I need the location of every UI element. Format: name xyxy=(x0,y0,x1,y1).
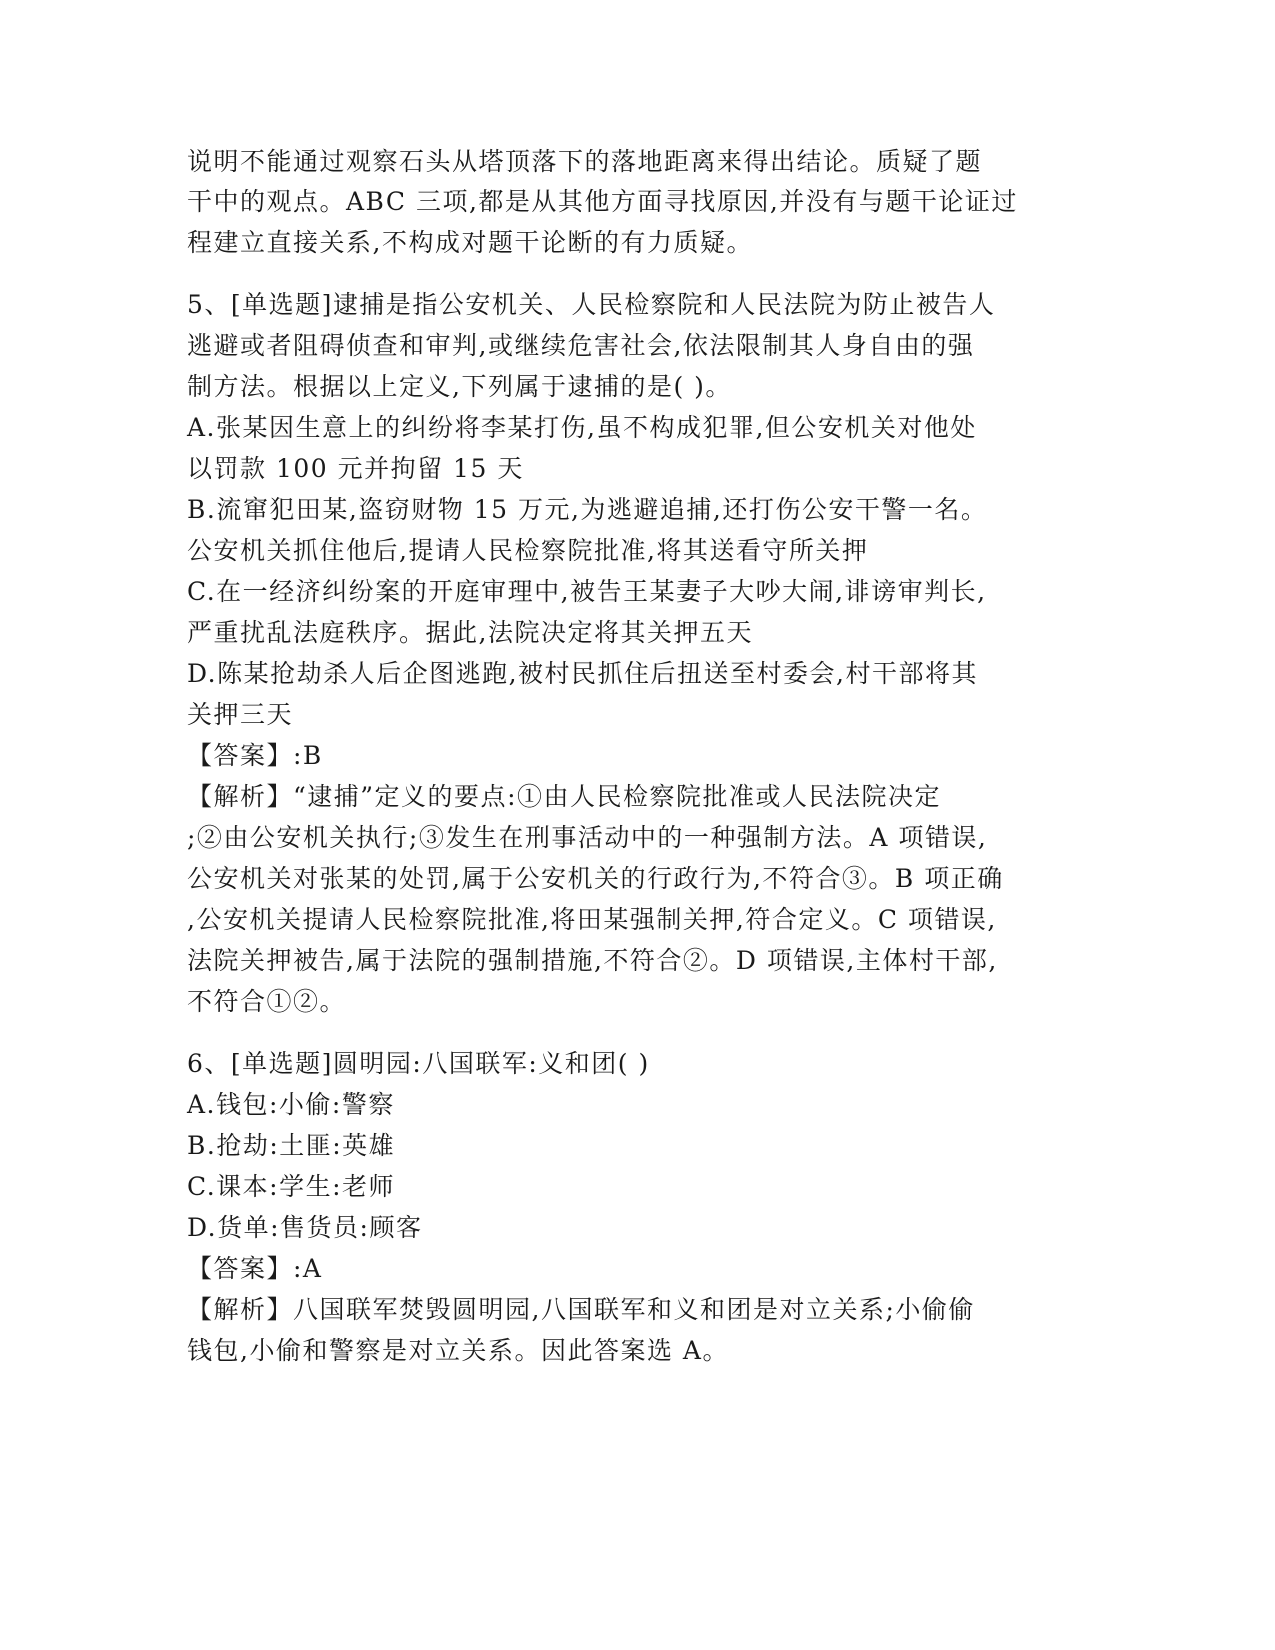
question-stem-line: 6、[单选题]圆明园:八国联军:义和团( ) xyxy=(187,1049,650,1078)
analysis-line: ;②由公安机关执行;③发生在刑事活动中的一种强制方法。A 项错误, xyxy=(187,823,988,852)
option-c-line: C.课本:学生:老师 xyxy=(187,1172,396,1201)
analysis-line: 【解析】“逮捕”定义的要点:①由人民检察院批准或人民法院决定 xyxy=(187,782,941,811)
question-stem-line: 5、[单选题]逮捕是指公安机关、人民检察院和人民法院为防止被告人 xyxy=(187,290,996,319)
question-stem-line: 逃避或者阻碍侦查和审判,或继续危害社会,依法限制其人身自由的强 xyxy=(187,331,975,360)
text-line: 说明不能通过观察石头从塔顶落下的落地距离来得出结论。质疑了题 xyxy=(187,147,983,176)
analysis-line: 不符合①②。 xyxy=(187,987,347,1016)
analysis-line: 钱包,小偷和警察是对立关系。因此答案选 A。 xyxy=(187,1336,729,1365)
option-c-line: 严重扰乱法庭秩序。据此,法院决定将其关押五天 xyxy=(187,618,753,647)
text-line: 干中的观点。ABC 三项,都是从其他方面寻找原因,并没有与题干论证过 xyxy=(187,187,1018,216)
answer-line: 【答案】:A xyxy=(187,1254,323,1283)
option-d-line: D.货单:售货员:顾客 xyxy=(187,1213,423,1242)
analysis-line: 【解析】八国联军焚毁圆明园,八国联军和义和团是对立关系;小偷偷 xyxy=(187,1295,975,1324)
option-d-line: D.陈某抢劫杀人后企图逃跑,被村民抓住后扭送至村委会,村干部将其 xyxy=(187,659,978,688)
option-a-line: 以罚款 100 元并拘留 15 天 xyxy=(187,454,524,483)
analysis-line: 法院关押被告,属于法院的强制措施,不符合②。D 项错误,主体村干部, xyxy=(187,946,998,975)
question-stem-line: 制方法。根据以上定义,下列属于逮捕的是( )。 xyxy=(187,372,732,401)
option-a-line: A.张某因生意上的纠纷将李某打伤,虽不构成犯罪,但公安机关对他处 xyxy=(187,413,977,442)
option-c-line: C.在一经济纠纷案的开庭审理中,被告王某妻子大吵大闹,诽谤审判长, xyxy=(187,577,987,606)
answer-line: 【答案】:B xyxy=(187,741,323,770)
text-line: 程建立直接关系,不构成对题干论断的有力质疑。 xyxy=(187,228,753,257)
analysis-line: ,公安机关提请人民检察院批准,将田某强制关押,符合定义。C 项错误, xyxy=(187,905,997,934)
analysis-line: 公安机关对张某的处罚,属于公安机关的行政行为,不符合③。B 项正确 xyxy=(187,864,1004,893)
option-b-line: B.流窜犯田某,盗窃财物 15 万元,为逃避追捕,还打伤公安干警一名。 xyxy=(187,495,988,524)
option-b-line: 公安机关抓住他后,提请人民检察院批准,将其送看守所关押 xyxy=(187,536,869,565)
option-b-line: B.抢劫:土匪:英雄 xyxy=(187,1131,396,1160)
option-d-line: 关押三天 xyxy=(187,700,294,729)
option-a-line: A.钱包:小偷:警察 xyxy=(187,1090,395,1119)
